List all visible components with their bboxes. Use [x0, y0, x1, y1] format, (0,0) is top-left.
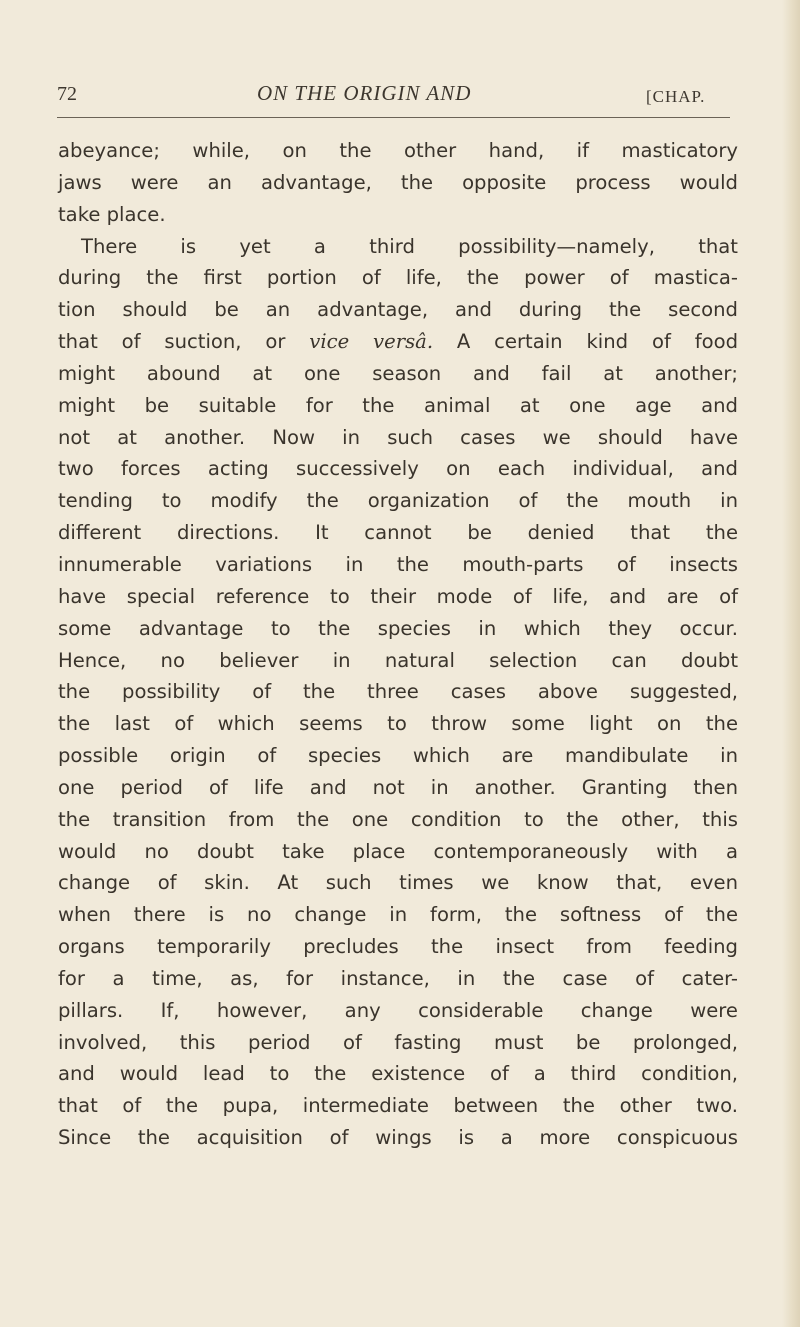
text-line: tion should be an advantage, and during the second	[58, 298, 738, 322]
text-line: possible origin of species which are mandibulate in	[58, 744, 738, 768]
page-edge-shadow	[782, 0, 800, 1327]
page-number: 72	[57, 83, 77, 105]
text-line: abeyance; while, on the other hand, if masticatory	[58, 139, 738, 162]
paragraph-start-line: There is yet a third possibility—namely, that	[81, 234, 738, 258]
text-line: the last of which seems to throw some light on the	[58, 712, 738, 736]
text-line: might be suitable for the animal at one age and	[58, 393, 738, 417]
text-line: involved, this period of fasting must be prolonged,	[58, 1030, 738, 1054]
text-line: innumerable variations in the mouth-parts of insects	[58, 552, 738, 576]
text-line: when there is no change in form, the softness of the	[58, 903, 738, 927]
text-line: take place.	[58, 202, 166, 226]
text-line: not at another. Now in such cases we should have	[58, 425, 738, 449]
running-title: ON THE ORIGIN AND	[257, 81, 472, 105]
text-line: that of the pupa, intermediate between the other two.	[58, 1094, 738, 1118]
text-line: one period of life and not in another. Granting then	[58, 775, 738, 799]
text-segment: A certain kind of food	[433, 330, 739, 354]
page-header	[57, 76, 737, 116]
text-line: tending to modify the organization of the mouth in	[58, 489, 738, 513]
text-line-with-italic	[58, 326, 738, 358]
text-segment: that of suction, or	[58, 330, 310, 354]
text-line: the possibility of the three cases above suggested,	[58, 680, 738, 704]
text-line: Hence, no believer in natural selection can doubt	[58, 648, 738, 672]
text-line: during the first portion of life, the power of mastica-	[58, 266, 738, 290]
text-line: might abound at one season and fail at another;	[58, 361, 738, 385]
text-line: and would lead to the existence of a third condition,	[58, 1062, 738, 1086]
text-line: the transition from the one condition to the other, this	[58, 807, 738, 831]
header-rule	[57, 117, 730, 118]
text-line: have special reference to their mode of life, and are of	[58, 584, 738, 608]
body-text	[58, 135, 738, 1154]
text-line: jaws were an advantage, the opposite process would	[58, 170, 738, 194]
text-line: for a time, as, for instance, in the case of cater-	[58, 966, 738, 990]
italic-phrase: vice versâ.	[309, 330, 434, 354]
text-line: would no doubt take place contemporaneously with a	[58, 839, 738, 863]
text-line: change of skin. At such times we know that, even	[58, 871, 738, 895]
text-line: Since the acquisition of wings is a more conspicuous	[58, 1126, 738, 1150]
chapter-mark: [CHAP.	[646, 87, 706, 106]
text-line: different directions. It cannot be denied that the	[58, 521, 738, 545]
text-line: some advantage to the species in which they occur.	[58, 616, 738, 640]
text-line: two forces acting successively on each individual, and	[58, 457, 738, 481]
text-line: pillars. If, however, any considerable change were	[58, 998, 738, 1022]
text-line: organs temporarily precludes the insect from feeding	[58, 935, 738, 959]
